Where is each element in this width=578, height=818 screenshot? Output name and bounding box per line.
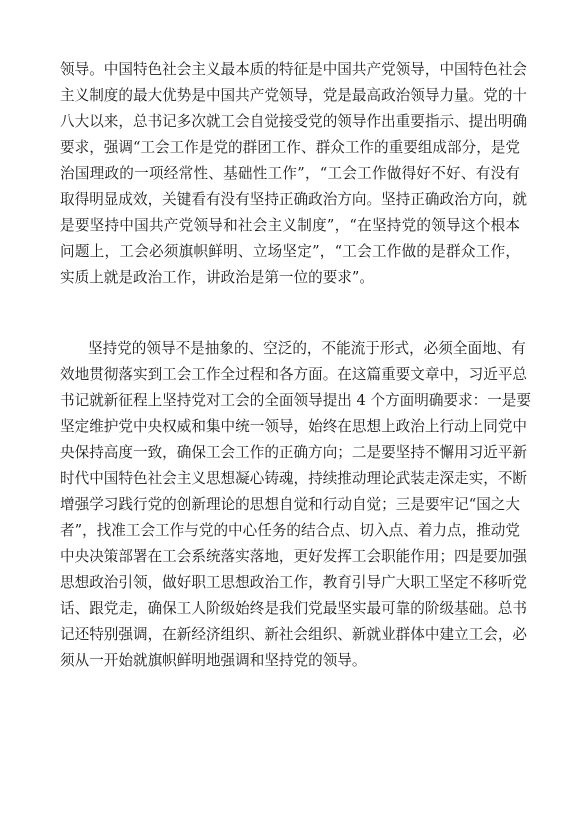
text-line: 主义制度的最大优势是中国共产党领导，党是最高政治领导力量。党的十 [60, 87, 528, 104]
text-line: 话、跟党走，确保工人阶级始终是我们党最坚实最可靠的阶级基础。总书 [60, 600, 528, 617]
text-line: 须从一开始就旗帜鲜明地强调和坚持党的领导。 [60, 652, 367, 669]
text-line: 是要坚持中国共产党领导和社会主义制度”，“在坚持党的领导这个根本 [60, 217, 520, 234]
text-line: 领导。中国特色社会主义最本质的特征是中国共产党领导，中国特色社会 [60, 61, 528, 78]
text-line: 记还特别强调，在新经济组织、新社会组织、新就业群体中建立工会，必 [60, 626, 528, 643]
text-line: 问题上，工会必须旗帜鲜明、立场坚定”，“工会工作做的是群众工作， [60, 243, 520, 260]
text-line: 实质上就是政治工作，讲政治是第一位的要求”。 [60, 269, 374, 286]
text-line: 取得明显成效，关键看有没有坚持正确政治方向。坚持正确政治方向，就 [60, 191, 528, 208]
text-line: 者”，找准工会工作与党的中心任务的结合点、切入点、着力点，推动党 [60, 522, 520, 539]
text-line: 治国理政的一项经常性、基础性工作”，“工会工作做得好不好、有没有 [60, 165, 520, 182]
text-line: 央保持高度一致，确保工会工作的正确方向；二是要坚持不懈用习近平新 [60, 444, 528, 461]
text-line: 要求，强调“工会工作是党的群团工作、群众工作的重要组成部分，是党 [60, 139, 520, 156]
text-line: 八大以来，总书记多次就工会自觉接受党的领导作出重要指示、提出明确 [60, 113, 528, 130]
text-line: 书记就新征程上坚持党对工会的全面领导提出 4 个方面明确要求：一是要 [60, 392, 531, 409]
text-line: 思想政治引领，做好职工思想政治工作，教育引导广大职工坚定不移听党 [60, 574, 528, 591]
text-line: 坚定维护党中央权威和集中统一领导，始终在思想上政治上行动上同党中 [60, 418, 528, 435]
text-line: 时代中国特色社会主义思想凝心铸魂，持续推动理论武装走深走实，不断 [60, 470, 528, 487]
text-line: 效地贯彻落实到工会工作全过程和各方面。在这篇重要文章中，习近平总 [60, 366, 528, 383]
text-line: 中央决策部署在工会系统落实落地，更好发挥工会职能作用；四是要加强 [60, 548, 528, 565]
text-line: 坚持党的领导不是抽象的、空泛的，不能流于形式，必须全面地、有 [88, 340, 526, 357]
text-line: 增强学习践行党的创新理论的思想自觉和行动自觉；三是要牢记“国之大 [60, 496, 520, 513]
